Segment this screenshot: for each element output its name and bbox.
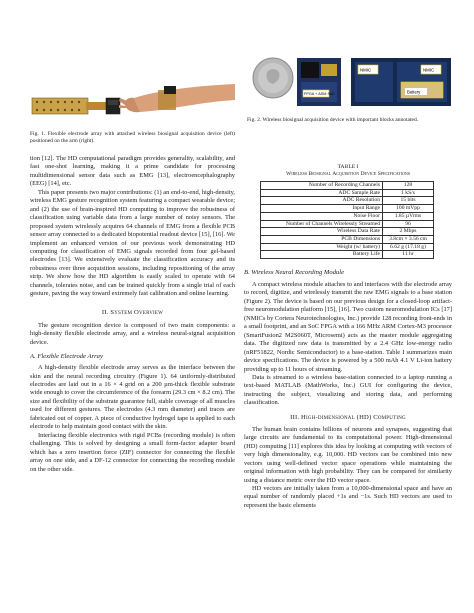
table-cell-value: 6.62 g (17.18 g): [383, 243, 434, 251]
table-cell-key: ADC Resolution: [261, 197, 383, 205]
device-photo-bottom: [351, 58, 451, 106]
specifications-table: [260, 181, 434, 259]
left-paragraph-4: A high-density flexible electrode array serves as the interface between the skin and the neural recording circuitry (Figure 1). 64 uniformly-distributed electrodes are laid out in a 16 × 4 grid on a 200 µm-thick flexible substrate wide enough to cover the circumference of the forearm (29.3 cm × 8.2 cm). The size and flexibility of the substrate guarantee full, stable coverage of all muscles used for different gestures. The electrodes (4.3 mm diameter) and traces are fabricated out of copper. A piece of conductive hydrogel tape is applied to each electrode to help maintain good contact with the skin.: [30, 364, 235, 431]
table-row: [261, 197, 434, 205]
nmic-label-2: NMIC: [423, 67, 435, 73]
nmic-label-1: NMIC: [360, 67, 372, 73]
left-paragraph-3: The gesture recognition device is composed of two main components: a high-density flexible electrode array, and a wireless neural-signal acquisition device.: [30, 321, 235, 346]
battery-label: Battery: [407, 89, 421, 95]
table-row: [261, 182, 434, 190]
table1-title: Wireless Biosignal Acquisition Device Specifications: [286, 171, 410, 177]
quarter-coin: [253, 58, 293, 98]
flexible-electrode-array: [32, 98, 120, 114]
table-cell-key: Wireless Data Rate: [261, 228, 383, 236]
right-paragraph-2: Data is streamed to a wireless base-station connected to a laptop running a text-based MATLAB (MathWorks, Inc.) GUI for configuring the device, instructing the subject, visualizing and storing data, and performing classification.: [244, 374, 452, 407]
table1-label: TABLE I: [337, 164, 359, 170]
table-cell-value: 11 hr: [383, 251, 434, 259]
table-row: [261, 243, 434, 251]
table-cell-value: 100 mVpp: [383, 205, 434, 213]
table-row: [261, 235, 434, 243]
left-paragraph-5: Interfacing flexible electronics with rigid PCBs (recording module) is often challenging. This is solved by designing a small form-factor adapter board which has a zero insertion force (ZIF) connector for connecting the flexible array on one side, and a DF-12 connector for connecting the recording module on the other side.: [30, 431, 235, 473]
left-paragraph-1: tion [12]. The HD computational paradigm provides generality, scalability, and fast one-shot learning, making it a prime candidate for processing multidimensional sensor data such as EMG [13], electroencephalography (EEG) [14], etc.: [30, 155, 235, 188]
subsection-a-heading: A. Flexible Electrode Array: [30, 353, 103, 361]
table-cell-value: 1.85 µVrms: [383, 212, 434, 220]
table-cell-key: Battery Life: [261, 251, 383, 259]
table-row: [261, 212, 434, 220]
table-row: [261, 189, 434, 197]
device-photo-top: [297, 58, 341, 106]
left-paragraph-2: This paper presents two major contributions: (1) an end-to-end, high-density, wireless EMG gesture recognition system featuring a compact wearable device; and (2) the use of brain-inspired HD computing to improve the robustness of classification using variable data from a large number of noisy sensors. The proposed system wirelessly acquires 64 channels of EMG from a flexible PCB sensor array connected to a dedicated biopotential readout device [15], [16]. We implement an enhanced version of our previous work demonstrating HD computing for classification of EMG signals recorded from four gel-based electrodes [13]. We extensively evaluate the classification accuracy and its robustness over three acquisition sessions, including repositioning of the array strip. We show how the HD algorithm is easily scaled to operate with 64 channels, tolerates noise, and can be trained quickly from a single trial of each gesture, paving the way toward extremely fast calibration and online learning.: [30, 188, 235, 298]
table-cell-value: 15 bits: [383, 197, 434, 205]
table-cell-key: Number of Recording Channels: [261, 182, 383, 190]
figure1-caption: Fig. 1. Flexible electrode array with attached wireless biosignal acquisition device (left) positioned on the arm (right).: [30, 131, 235, 144]
table-cell-key: Weight (w/ battery): [261, 243, 383, 251]
right-column: [244, 164, 452, 510]
table-cell-key: Noise Floor: [261, 212, 383, 220]
table-cell-key: Input Range: [261, 205, 383, 213]
table-cell-value: 128: [383, 182, 434, 190]
section-3-heading: III. High-dimensional (HD) Computing: [290, 413, 406, 421]
table-row: [261, 251, 434, 259]
left-column: [30, 155, 235, 474]
table-cell-value: 1 kS/s: [383, 189, 434, 197]
right-paragraph-4: HD vectors are initially taken from a 10,000-dimensional space and have an equal number of randomly placed +1s and −1s. Such HD vectors are used to represent the basic elements: [244, 485, 452, 509]
table-cell-value: 2 Mbps: [383, 228, 434, 236]
table-cell-value: 96: [383, 220, 434, 228]
table-cell-key: PCB Dimensions: [261, 235, 383, 243]
right-paragraph-3: The human brain contains billions of neurons and synapses, suggesting that large circuits are fundamental to its computational power. High-dimensional (HD) computing [11] explores this idea by looking at computing with vectors of very high dimensionality, e.g. 10,000. HD vectors can be combined into new vectors using well-defined vector space operations while maintaining the original information with high probability. They can be compared for similarity using a distance metric over the HD vector space.: [244, 425, 452, 484]
figure2-image: [245, 38, 457, 112]
section-2-heading: II. System Overview: [101, 308, 164, 316]
table-cell-key: ADC Sample Rate: [261, 189, 383, 197]
subsection-b-heading: B. Wireless Neural Recording Module: [244, 269, 345, 277]
fpga-soc-label: FPGA + ASM SoC: [304, 92, 335, 96]
right-paragraph-1: A compact wireless module attaches to and interfaces with the electrode array to record, digitize, and wirelessly transmit the raw EMG signals to a base station (Figure 2). The device is based on our previous design for a closed-loop artifact-free neuromodulation platform [15], [16]. Two custom neuromodulation ICs [17] (NMICs by Cortera Neurotechnologies, Inc.) provide 128 recording front-ends in a small footprint, and an SoC FPGA with a 166 MHz ARM Cortex-M3 processor (SmartFusion2 M2S060T, Microsemi) acts as the master module aggregating data. The digitized raw data is transmitted by a 2.4 GHz low-energy radio (nRF51822, Nordic Semiconductor) to a base-station. Table I summarizes main device specifications. The device is powered by a 500 mAh 4.1 V Li-ion battery providing up to 11 hours of streaming.: [244, 281, 452, 373]
table-row: [261, 228, 434, 236]
table-row: [261, 205, 434, 213]
figure2-caption: Fig. 2. Wireless biosignal acquisition device with important blocks annotated.: [247, 117, 419, 123]
figure1-image: [30, 72, 235, 122]
table-cell-key: Number of Channels Wirelessly Streamed: [261, 220, 383, 228]
table-cell-value: 3.8cm × 3.56 cm: [383, 235, 434, 243]
table-row: [261, 220, 434, 228]
